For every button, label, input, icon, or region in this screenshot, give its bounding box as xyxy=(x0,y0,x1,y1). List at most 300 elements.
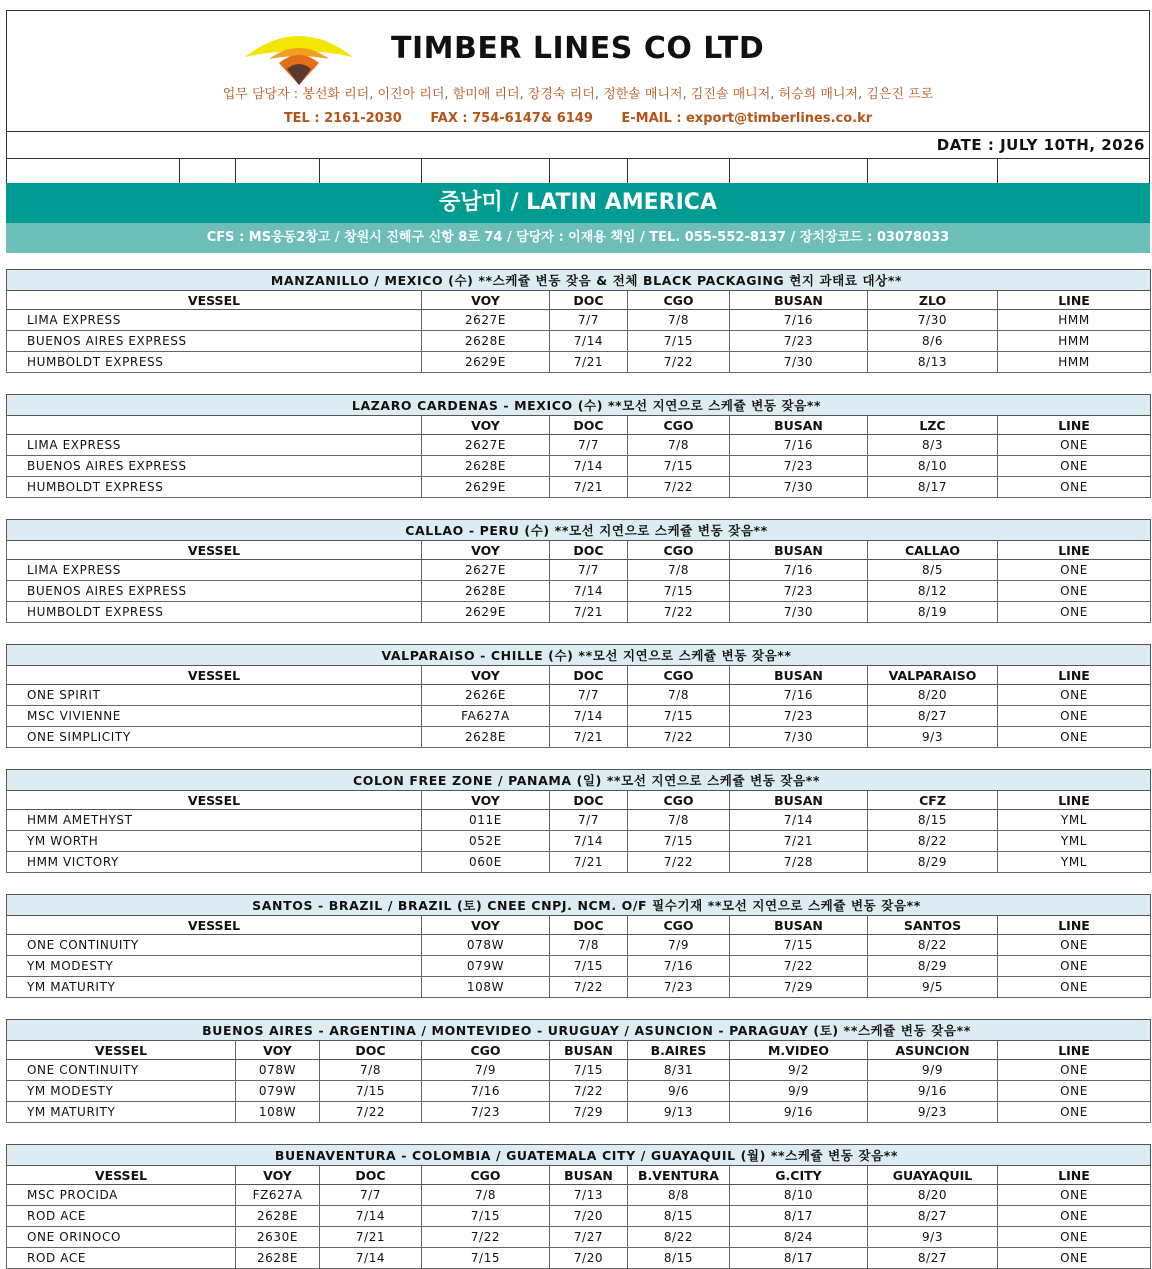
vessel-cell: ROD ACE xyxy=(7,1206,236,1227)
schedule-cell: 079W xyxy=(422,956,550,977)
column-header: ASUNCION xyxy=(868,1041,998,1060)
table-row xyxy=(7,852,1151,873)
schedule-cell: 108W xyxy=(236,1102,320,1123)
schedule-cell: 8/20 xyxy=(868,1185,998,1206)
schedule-cell: 7/8 xyxy=(628,685,730,706)
schedule-table xyxy=(6,644,1151,748)
schedule-cell: 2630E xyxy=(236,1227,320,1248)
schedule-cell: 7/22 xyxy=(628,727,730,748)
schedule-cell: 7/21 xyxy=(550,602,628,623)
table-row xyxy=(7,310,1151,331)
schedule-cell: ONE xyxy=(998,456,1151,477)
section-title: SANTOS - BRAZIL / BRAZIL (토) CNEE CNPJ. NCM. O/F 필수기재 **모선 지연으로 스케쥴 변동 잦음** xyxy=(7,895,1151,916)
schedule-cell: 8/29 xyxy=(868,852,998,873)
table-row xyxy=(7,956,1151,977)
schedule-cell: 9/9 xyxy=(730,1081,868,1102)
schedule-section xyxy=(6,1144,1150,1269)
schedule-cell: 7/27 xyxy=(550,1227,628,1248)
schedule-cell: 7/29 xyxy=(550,1102,628,1123)
column-header: VOY xyxy=(422,291,550,310)
column-header: DOC xyxy=(320,1166,422,1185)
vessel-cell: ONE CONTINUITY xyxy=(7,935,422,956)
schedule-cell: 7/8 xyxy=(550,935,628,956)
schedule-cell: 7/14 xyxy=(550,581,628,602)
table-row xyxy=(7,977,1151,998)
schedule-cell: 7/22 xyxy=(628,352,730,373)
email-text[interactable]: E-MAIL : export@timberlines.co.kr xyxy=(621,111,873,126)
vessel-cell: ONE ORINOCO xyxy=(7,1227,236,1248)
column-header: BUSAN xyxy=(730,916,868,935)
column-header: DOC xyxy=(550,291,628,310)
schedule-cell: 7/16 xyxy=(730,435,868,456)
company-name: TIMBER LINES CO LTD xyxy=(391,31,765,66)
table-header-row xyxy=(7,416,1151,435)
schedule-cell: 7/15 xyxy=(422,1206,550,1227)
schedule-cell: 7/21 xyxy=(320,1227,422,1248)
schedule-cell: 8/17 xyxy=(730,1206,868,1227)
schedule-cell: 7/30 xyxy=(868,310,998,331)
schedule-cell: 9/3 xyxy=(868,1227,998,1248)
column-header: CGO xyxy=(628,916,730,935)
table-header-row xyxy=(7,1041,1151,1060)
schedule-cell: 7/15 xyxy=(320,1081,422,1102)
schedule-cell: ONE xyxy=(998,435,1151,456)
schedule-cell: 8/5 xyxy=(868,560,998,581)
table-row xyxy=(7,352,1151,373)
schedule-cell: 7/14 xyxy=(320,1248,422,1269)
schedule-cell: 7/23 xyxy=(422,1102,550,1123)
sun-fan-logo-icon xyxy=(243,23,355,87)
schedule-cell: 8/31 xyxy=(628,1060,730,1081)
schedule-table xyxy=(6,394,1151,498)
date-text: DATE : JULY 10TH, 2026 xyxy=(936,136,1145,154)
section-title: MANZANILLO / MEXICO (수) **스케쥴 변동 잦음 & 전체 BLACK PACKAGING 현지 과태료 대상** xyxy=(7,270,1151,291)
vessel-cell: BUENOS AIRES EXPRESS xyxy=(7,581,422,602)
schedule-cell: 7/14 xyxy=(730,810,868,831)
column-header: SANTOS xyxy=(868,916,998,935)
vessel-cell: MSC PROCIDA xyxy=(7,1185,236,1206)
schedule-cell: 079W xyxy=(236,1081,320,1102)
schedule-cell: ONE xyxy=(998,1248,1151,1269)
schedule-cell: 7/20 xyxy=(550,1206,628,1227)
table-row xyxy=(7,1185,1151,1206)
column-header: VOY xyxy=(422,916,550,935)
column-header: VOY xyxy=(236,1166,320,1185)
column-header: DOC xyxy=(550,791,628,810)
schedule-cell: 8/10 xyxy=(730,1185,868,1206)
table-row xyxy=(7,435,1151,456)
schedule-cell: 7/8 xyxy=(628,310,730,331)
schedule-cell: 7/16 xyxy=(730,560,868,581)
schedule-cell: 8/8 xyxy=(628,1185,730,1206)
table-header-row xyxy=(7,1166,1151,1185)
column-header: ZLO xyxy=(868,291,998,310)
column-header: BUSAN xyxy=(730,416,868,435)
column-header: GUAYAQUIL xyxy=(868,1166,998,1185)
schedule-cell: 108W xyxy=(422,977,550,998)
schedule-cell: 7/20 xyxy=(550,1248,628,1269)
schedule-cell: ONE xyxy=(998,1102,1151,1123)
schedule-cell: 7/16 xyxy=(628,956,730,977)
vessel-cell: BUENOS AIRES EXPRESS xyxy=(7,331,422,352)
schedule-cell: 078W xyxy=(422,935,550,956)
column-header xyxy=(7,416,422,435)
vessel-cell: HUMBOLDT EXPRESS xyxy=(7,602,422,623)
section-title: BUENOS AIRES - ARGENTINA / MONTEVIDEO - URUGUAY / ASUNCION - PARAGUAY (토) **스케쥴 변동 잦음** xyxy=(7,1020,1151,1041)
column-header: LINE xyxy=(998,1041,1151,1060)
table-row xyxy=(7,810,1151,831)
schedule-section xyxy=(6,644,1150,748)
column-header: CALLAO xyxy=(868,541,998,560)
column-header: VOY xyxy=(236,1041,320,1060)
column-header: LINE xyxy=(998,1166,1151,1185)
schedule-cell: ONE xyxy=(998,560,1151,581)
column-header: DOC xyxy=(550,416,628,435)
section-title: VALPARAISO - CHILLE (수) **모선 지연으로 스케쥴 변동 잦음** xyxy=(7,645,1151,666)
schedule-cell: 7/30 xyxy=(730,602,868,623)
schedule-cell: YML xyxy=(998,810,1151,831)
table-row xyxy=(7,581,1151,602)
section-title: BUENAVENTURA - COLOMBIA / GUATEMALA CITY / GUAYAQUIL (월) **스케쥴 변동 잦음** xyxy=(7,1145,1151,1166)
section-title: LAZARO CARDENAS - MEXICO (수) **모선 지연으로 스케쥴 변동 잦음** xyxy=(7,395,1151,416)
schedule-cell: 8/17 xyxy=(868,477,998,498)
schedule-cell: 8/22 xyxy=(868,935,998,956)
table-row xyxy=(7,727,1151,748)
schedule-cell: 9/2 xyxy=(730,1060,868,1081)
schedule-section xyxy=(6,894,1150,998)
vessel-cell: HUMBOLDT EXPRESS xyxy=(7,352,422,373)
schedule-cell: 8/17 xyxy=(730,1248,868,1269)
column-header: DOC xyxy=(550,666,628,685)
column-header: BUSAN xyxy=(730,541,868,560)
column-header: VESSEL xyxy=(7,291,422,310)
table-row xyxy=(7,706,1151,727)
column-header: LINE xyxy=(998,541,1151,560)
schedule-cell: 7/14 xyxy=(550,706,628,727)
column-header: DOC xyxy=(550,916,628,935)
schedule-cell: 7/30 xyxy=(730,352,868,373)
schedule-cell: 7/22 xyxy=(320,1102,422,1123)
schedule-cell: 9/13 xyxy=(628,1102,730,1123)
column-header: M.VIDEO xyxy=(730,1041,868,1060)
schedule-cell: 7/7 xyxy=(550,560,628,581)
contact-line xyxy=(7,111,1149,126)
schedule-cell: 7/23 xyxy=(628,977,730,998)
schedule-cell: ONE xyxy=(998,1060,1151,1081)
schedule-cell: 7/7 xyxy=(320,1185,422,1206)
schedule-section xyxy=(6,1019,1150,1123)
column-header: G.CITY xyxy=(730,1166,868,1185)
schedule-cell: 7/8 xyxy=(320,1060,422,1081)
schedule-cell: 8/15 xyxy=(628,1248,730,1269)
schedule-cell: 7/23 xyxy=(730,456,868,477)
schedule-cell: 2627E xyxy=(422,560,550,581)
column-header: B.AIRES xyxy=(628,1041,730,1060)
schedule-cell: 8/15 xyxy=(628,1206,730,1227)
schedule-cell: 7/15 xyxy=(628,456,730,477)
schedule-cell: 9/3 xyxy=(868,727,998,748)
vessel-cell: LIMA EXPRESS xyxy=(7,560,422,581)
schedule-table xyxy=(6,769,1151,873)
schedule-cell: 2628E xyxy=(422,331,550,352)
column-header: B.VENTURA xyxy=(628,1166,730,1185)
column-header: CGO xyxy=(422,1041,550,1060)
table-row xyxy=(7,831,1151,852)
table-row xyxy=(7,685,1151,706)
column-header: LINE xyxy=(998,291,1151,310)
schedule-cell: 2627E xyxy=(422,310,550,331)
schedule-cell: FZ627A xyxy=(236,1185,320,1206)
schedule-cell: 9/6 xyxy=(628,1081,730,1102)
schedule-cell: 060E xyxy=(422,852,550,873)
table-header-row xyxy=(7,666,1151,685)
schedule-cell: 7/15 xyxy=(628,331,730,352)
schedule-cell: 7/21 xyxy=(550,852,628,873)
vessel-cell: MSC VIVIENNE xyxy=(7,706,422,727)
schedule-section xyxy=(6,769,1150,873)
schedule-cell: 7/15 xyxy=(628,706,730,727)
schedule-cell: 7/21 xyxy=(730,831,868,852)
column-header: BUSAN xyxy=(730,666,868,685)
section-title: COLON FREE ZONE / PANAMA (일) **모선 지연으로 스케쥴 변동 잦음** xyxy=(7,770,1151,791)
column-header: VESSEL xyxy=(7,1041,236,1060)
schedule-cell: 9/16 xyxy=(868,1081,998,1102)
vessel-cell: YM MODESTY xyxy=(7,956,422,977)
table-row xyxy=(7,602,1151,623)
schedule-cell: YML xyxy=(998,831,1151,852)
schedule-cell: 7/7 xyxy=(550,435,628,456)
schedule-cell: 7/13 xyxy=(550,1185,628,1206)
schedule-cell: 7/30 xyxy=(730,477,868,498)
schedule-cell: 7/22 xyxy=(422,1227,550,1248)
schedule-cell: 2627E xyxy=(422,435,550,456)
vessel-cell: HUMBOLDT EXPRESS xyxy=(7,477,422,498)
schedule-cell: 7/9 xyxy=(628,935,730,956)
column-header: BUSAN xyxy=(730,791,868,810)
schedule-cell: ONE xyxy=(998,935,1151,956)
schedule-cell: HMM xyxy=(998,352,1151,373)
schedule-cell: 7/15 xyxy=(550,956,628,977)
schedule-cell: 2629E xyxy=(422,602,550,623)
schedule-cell: 7/16 xyxy=(422,1081,550,1102)
section-title: CALLAO - PERU (수) **모선 지연으로 스케쥴 변동 잦음** xyxy=(7,520,1151,541)
schedule-cell: 8/12 xyxy=(868,581,998,602)
region-banner: 중남미 / LATIN AMERICA xyxy=(6,183,1150,223)
schedule-cell: 7/22 xyxy=(628,477,730,498)
column-header: VOY xyxy=(422,541,550,560)
schedule-cell: 8/20 xyxy=(868,685,998,706)
schedule-cell: 7/28 xyxy=(730,852,868,873)
schedule-cell: 9/5 xyxy=(868,977,998,998)
schedule-section xyxy=(6,269,1150,373)
vessel-cell: BUENOS AIRES EXPRESS xyxy=(7,456,422,477)
column-header: CGO xyxy=(628,666,730,685)
schedule-cell: 7/15 xyxy=(422,1248,550,1269)
schedule-cell: 7/7 xyxy=(550,685,628,706)
column-header: VOY xyxy=(422,666,550,685)
schedule-table xyxy=(6,519,1151,623)
schedule-cell: 2628E xyxy=(236,1206,320,1227)
schedule-cell: 8/24 xyxy=(730,1227,868,1248)
schedule-section xyxy=(6,394,1150,498)
schedule-cell: ONE xyxy=(998,685,1151,706)
vessel-cell: ONE CONTINUITY xyxy=(7,1060,236,1081)
vessel-cell: LIMA EXPRESS xyxy=(7,310,422,331)
schedule-cell: ONE xyxy=(998,1185,1151,1206)
schedule-cell: 078W xyxy=(236,1060,320,1081)
vessel-cell: YM MATURITY xyxy=(7,1102,236,1123)
header xyxy=(6,10,1150,131)
table-row xyxy=(7,1227,1151,1248)
schedule-cell: 8/29 xyxy=(868,956,998,977)
date-row xyxy=(6,131,1150,159)
vessel-cell: ONE SIMPLICITY xyxy=(7,727,422,748)
schedule-table xyxy=(6,894,1151,998)
schedule-cell: 7/22 xyxy=(628,602,730,623)
schedule-table xyxy=(6,1019,1151,1123)
table-header-row xyxy=(7,916,1151,935)
schedule-cell: 8/22 xyxy=(628,1227,730,1248)
schedule-cell: ONE xyxy=(998,1081,1151,1102)
column-header: CGO xyxy=(422,1166,550,1185)
column-header: CGO xyxy=(628,416,730,435)
schedule-cell: 8/22 xyxy=(868,831,998,852)
column-header: VOY xyxy=(422,791,550,810)
schedule-cell: 7/7 xyxy=(550,310,628,331)
schedule-cell: 7/16 xyxy=(730,685,868,706)
schedule-cell: 7/14 xyxy=(550,831,628,852)
schedule-cell: 7/7 xyxy=(550,810,628,831)
schedule-cell: 9/23 xyxy=(868,1102,998,1123)
schedule-cell: 7/15 xyxy=(550,1060,628,1081)
table-row xyxy=(7,935,1151,956)
schedule-cell: 2629E xyxy=(422,352,550,373)
schedule-cell: 7/14 xyxy=(550,456,628,477)
table-row xyxy=(7,1081,1151,1102)
column-header: LINE xyxy=(998,666,1151,685)
column-header: CGO xyxy=(628,541,730,560)
schedule-cell: 8/6 xyxy=(868,331,998,352)
schedule-cell: ONE xyxy=(998,977,1151,998)
table-row xyxy=(7,1060,1151,1081)
table-header-row xyxy=(7,291,1151,310)
schedule-cell: 8/27 xyxy=(868,1248,998,1269)
schedule-cell: 7/8 xyxy=(628,560,730,581)
column-header: VOY xyxy=(422,416,550,435)
schedule-sheet xyxy=(6,10,1150,1269)
schedule-cell: 7/29 xyxy=(730,977,868,998)
vessel-cell: YM WORTH xyxy=(7,831,422,852)
column-header: VESSEL xyxy=(7,916,422,935)
schedule-cell: HMM xyxy=(998,331,1151,352)
schedule-cell: 2626E xyxy=(422,685,550,706)
schedule-cell: 7/23 xyxy=(730,581,868,602)
schedule-cell: 9/16 xyxy=(730,1102,868,1123)
contact-persons: 업무 담당자 : 봉선화 리더, 이진아 리더, 함미애 리더, 장경숙 리더, 정한솔 매니저, 김진솔 매니저, 허승희 매니저, 김은진 프로 xyxy=(222,87,934,102)
tel-text: TEL : 2161-2030 xyxy=(283,111,402,126)
schedule-cell: 2628E xyxy=(236,1248,320,1269)
schedule-cell: 7/14 xyxy=(320,1206,422,1227)
column-header: CGO xyxy=(628,291,730,310)
table-row xyxy=(7,1102,1151,1123)
column-header: BUSAN xyxy=(550,1166,628,1185)
vessel-cell: YM MODESTY xyxy=(7,1081,236,1102)
schedule-cell: 052E xyxy=(422,831,550,852)
schedule-cell: 7/8 xyxy=(422,1185,550,1206)
schedule-cell: 011E xyxy=(422,810,550,831)
schedule-cell: 7/9 xyxy=(422,1060,550,1081)
column-header: VALPARAISO xyxy=(868,666,998,685)
schedule-cell: 2628E xyxy=(422,581,550,602)
schedule-cell: ONE xyxy=(998,1227,1151,1248)
cfs-info: CFS : MS웅동2창고 / 창원시 진해구 신항 8로 74 / 담당자 : 이재용 책임 / TEL. 055-552-8137 / 장치장코드 : 03078033 xyxy=(6,223,1150,253)
schedule-cell: 8/3 xyxy=(868,435,998,456)
schedule-table xyxy=(6,1144,1151,1269)
column-header: BUSAN xyxy=(550,1041,628,1060)
schedule-cell: 8/19 xyxy=(868,602,998,623)
vessel-cell: ONE SPIRIT xyxy=(7,685,422,706)
table-row xyxy=(7,456,1151,477)
table-row xyxy=(7,477,1151,498)
schedule-cell: HMM xyxy=(998,310,1151,331)
schedule-cell: 7/21 xyxy=(550,352,628,373)
table-row xyxy=(7,1248,1151,1269)
column-header: CFZ xyxy=(868,791,998,810)
schedule-cell: 7/22 xyxy=(628,852,730,873)
schedule-cell: 9/9 xyxy=(868,1060,998,1081)
column-header: LINE xyxy=(998,791,1151,810)
schedule-cell: ONE xyxy=(998,727,1151,748)
schedule-cell: 7/21 xyxy=(550,727,628,748)
schedule-cell: 7/22 xyxy=(550,1081,628,1102)
schedule-cell: 8/10 xyxy=(868,456,998,477)
schedule-cell: 2628E xyxy=(422,727,550,748)
column-header: DOC xyxy=(320,1041,422,1060)
schedule-cell: 7/23 xyxy=(730,706,868,727)
schedule-cell: 7/22 xyxy=(730,956,868,977)
vessel-cell: ROD ACE xyxy=(7,1248,236,1269)
vessel-cell: LIMA EXPRESS xyxy=(7,435,422,456)
vessel-cell: HMM VICTORY xyxy=(7,852,422,873)
schedule-cell: ONE xyxy=(998,1206,1151,1227)
schedule-cell: ONE xyxy=(998,581,1151,602)
column-header: DOC xyxy=(550,541,628,560)
schedule-cell: 7/30 xyxy=(730,727,868,748)
column-header: BUSAN xyxy=(730,291,868,310)
schedule-cell: ONE xyxy=(998,956,1151,977)
schedule-cell: ONE xyxy=(998,706,1151,727)
vessel-cell: HMM AMETHYST xyxy=(7,810,422,831)
schedule-cell: 7/23 xyxy=(730,331,868,352)
schedule-cell: FA627A xyxy=(422,706,550,727)
schedule-cell: YML xyxy=(998,852,1151,873)
schedule-cell: ONE xyxy=(998,602,1151,623)
schedule-cell: 7/15 xyxy=(730,935,868,956)
table-header-row xyxy=(7,791,1151,810)
schedule-cell: 8/13 xyxy=(868,352,998,373)
schedule-cell: 2628E xyxy=(422,456,550,477)
schedule-sections xyxy=(6,269,1150,1269)
schedule-cell: 8/15 xyxy=(868,810,998,831)
schedule-cell: 7/21 xyxy=(550,477,628,498)
column-header: VESSEL xyxy=(7,791,422,810)
schedule-table xyxy=(6,269,1151,373)
empty-grid-row xyxy=(6,159,1150,183)
schedule-cell: 7/22 xyxy=(550,977,628,998)
schedule-cell: 8/27 xyxy=(868,706,998,727)
column-header: LINE xyxy=(998,416,1151,435)
column-header: LINE xyxy=(998,916,1151,935)
